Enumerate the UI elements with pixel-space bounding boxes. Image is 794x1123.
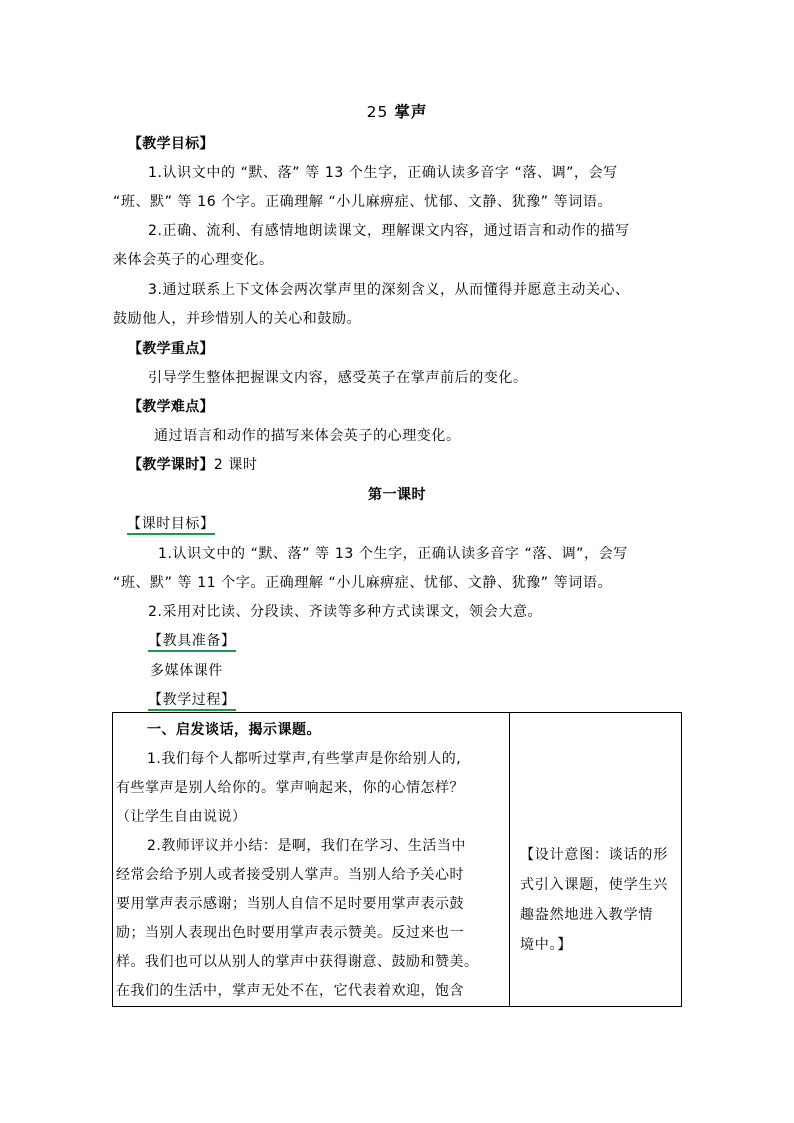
process-line: 1.我们每个人都听过掌声,有些掌声是你给别人的, [147,751,462,767]
teaching-goal-line: 鼓励他人，并珍惜别人的关心和鼓励。 [113,311,362,327]
teaching-goal-line: “班、默” 等 16 个字。正确理解 “小儿麻痹症、忧郁、文静、犹豫” 等词语。 [113,194,613,210]
lesson-goal-line: “班、默” 等 11 个字。正确理解 “小儿麻痹症、忧郁、文静、犹豫” 等词语。 [113,575,613,591]
document-title [0,102,794,122]
materials-heading: 【教具准备】 [148,633,236,652]
process-heading: 【教学过程】 [148,692,236,711]
process-line: 要用掌声表示感谢；当别人自信不足时要用掌声表示鼓 [116,896,464,912]
note-line: 【设计意图：谈话的形 [520,847,668,863]
key-points-text: 引导学生整体把握课文内容，感受英子在掌声前后的变化。 [148,370,528,386]
class-hours-value: 2 课时 [213,457,258,473]
process-line: 有些掌声是别人给你的。掌声响起来，你的心情怎样？ [116,780,464,796]
teaching-goal-line: 来体会英子的心理变化。 [113,252,274,268]
teaching-goal-line: 1.认识文中的 “默、落” 等 13 个生字，正确认读多音字 “落、调”，会写 [148,165,618,181]
design-intent-cell [510,713,682,1007]
teaching-goal-line: 3.通过联系上下文体会两次掌声里的深刻含义，从而懂得并愿意主动关心、 [148,282,630,298]
materials-heading-wrap [148,631,236,651]
note-line: 趣盎然地进入教学情 [520,907,654,923]
process-line: （让学生自由说说） [116,809,247,825]
design-intent-note [520,840,678,960]
difficulties-text: 通过语言和动作的描写来体会英子的心理变化。 [154,428,461,444]
process-line: 经常会给予别人或者接受别人掌声。当别人给予关心时 [116,867,464,883]
materials-text: 多媒体课件 [150,663,223,679]
first-lesson-title: 第一课时 [368,487,426,503]
teaching-process-table [112,712,682,1007]
teaching-goals-heading: 【教学目标】 [128,136,214,152]
process-line: 样。我们也可以从别人的掌声中获得谢意、鼓励和赞美。 [116,954,479,970]
process-content-cell [113,713,510,1007]
process-line: 2.教师评议并小结：是啊，我们在学习、生活当中 [147,838,466,854]
key-points-heading: 【教学重点】 [128,341,214,357]
title-number: 25 [366,103,389,121]
title-text: 掌声 [394,103,428,121]
step-title: 一、启发谈话，揭示课题。 [147,722,321,738]
lesson-goals-heading-wrap [127,514,215,534]
lesson-goals-heading: 【课时目标】 [127,516,215,535]
process-line: 在我们的生活中，掌声无处不在，它代表着欢迎，饱含 [116,983,464,999]
class-hours-row [128,455,258,475]
note-line: 式引入课题，使学生兴 [520,877,668,893]
class-hours-heading: 【教学课时】 [128,457,214,473]
process-line: 励；当别人表现出色时要用掌声表示赞美。反过来也一 [116,925,464,941]
teaching-goal-line: 2.正确、流利、有感情地朗读课文，理解课文内容，通过语言和动作的描写 [148,223,630,239]
lesson-goal-line: 2.采用对比读、分段读、齐读等多种方式读课文，领会大意。 [148,604,543,620]
process-heading-wrap [148,690,236,710]
lesson-goal-line: 1.认识文中的 “默、落” 等 13 个生字，正确认读多音字 “落、调”，会写 [158,546,628,562]
table-row [113,713,682,1007]
note-line: 境中。】 [520,937,573,953]
difficulties-heading: 【教学难点】 [128,399,214,415]
